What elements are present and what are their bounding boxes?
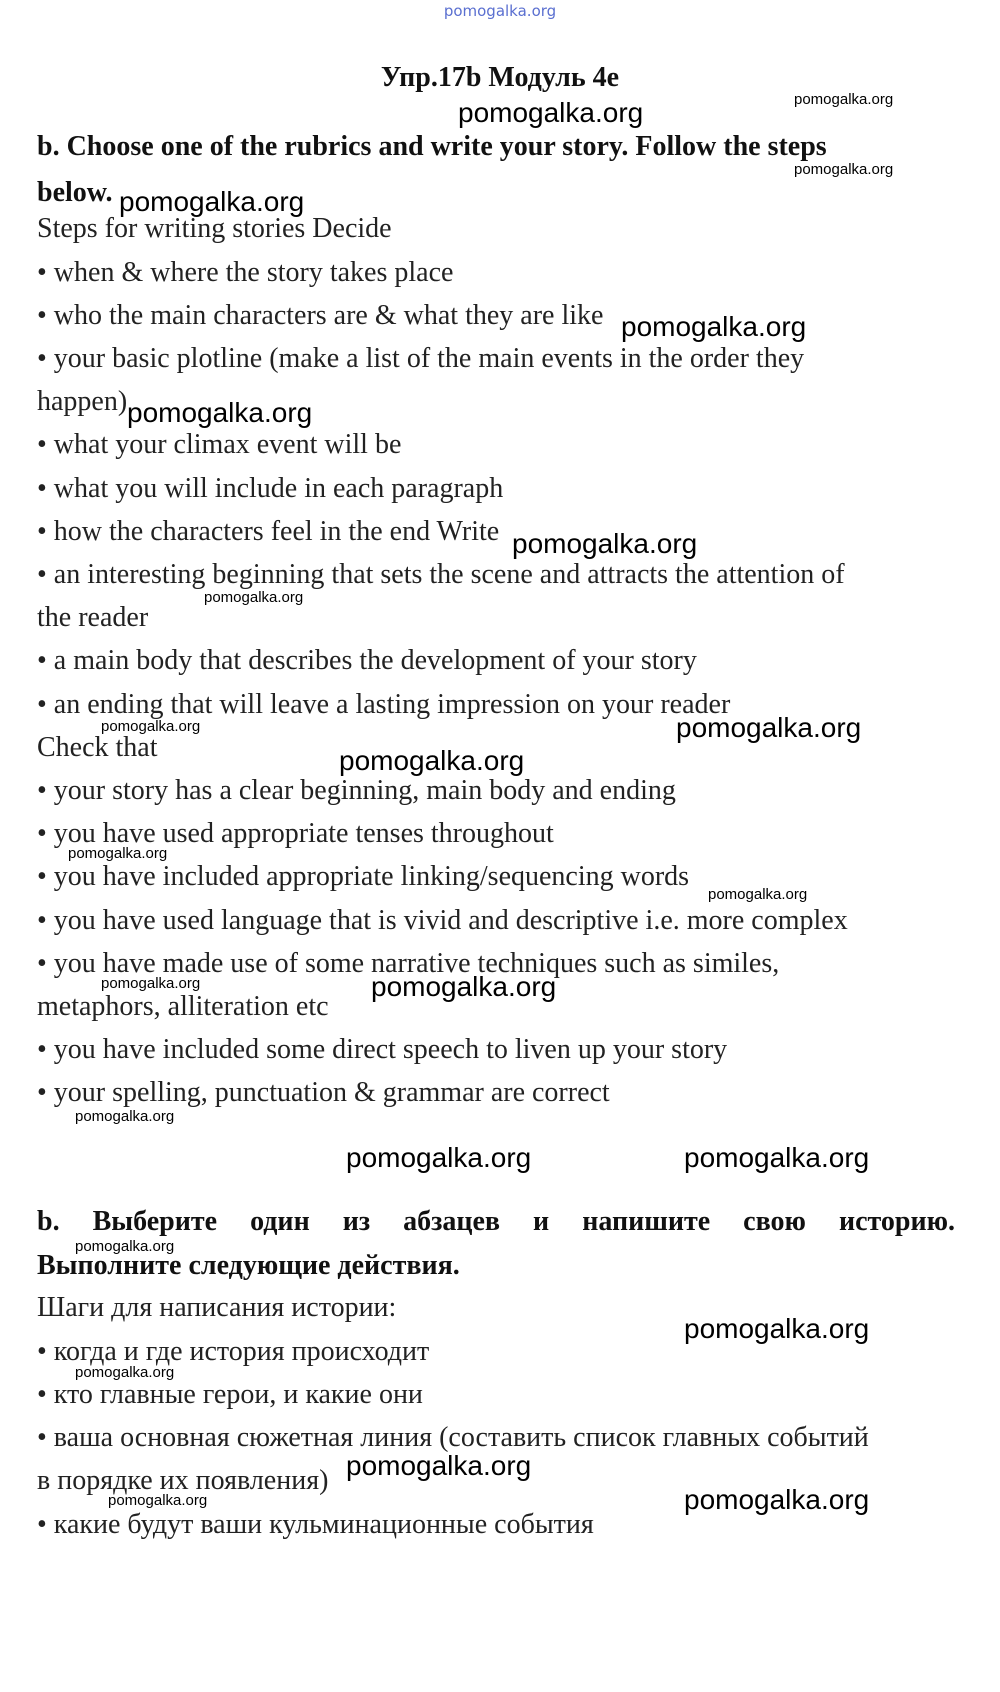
watermark: pomogalka.org: [794, 161, 894, 178]
watermark: pomogalka.org: [621, 311, 807, 342]
text-line: Check that: [37, 732, 158, 763]
text-line: Шаги для написания истории:: [37, 1292, 397, 1323]
watermark: pomogalka.org: [708, 886, 808, 903]
watermark: pomogalka.org: [676, 712, 862, 743]
russian-task-heading: [37, 1200, 955, 1288]
watermark: pomogalka.org: [204, 589, 304, 606]
watermark: pomogalka.org: [512, 528, 698, 559]
list-item: • you have included some direct speech to liven up your story: [37, 1034, 728, 1065]
watermark: pomogalka.org: [371, 971, 557, 1002]
watermark: pomogalka.org: [75, 1238, 175, 1255]
page-title: Упр.17b Модуль 4e: [380, 62, 620, 93]
watermark: pomogalka.org: [75, 1108, 175, 1125]
watermark: pomogalka.org: [108, 1492, 208, 1509]
list-item: • you have used appropriate tenses throughout: [37, 818, 554, 849]
list-item: • какие будут ваши кульминационные события: [37, 1509, 594, 1540]
list-item: • кто главные герои, и какие они: [37, 1379, 423, 1410]
russian-task-line1: b. Выберите один из абзацев и напишите свою историю.: [37, 1206, 955, 1237]
list-item: • an ending that will leave a lasting impression on your reader: [37, 689, 731, 720]
watermark: pomogalka.org: [101, 718, 201, 735]
text-line: the reader: [37, 602, 149, 633]
list-item: • how the characters feel in the end Write: [37, 516, 500, 547]
list-item: • when & where the story takes place: [37, 257, 454, 288]
list-item: • you have included appropriate linking/sequencing words: [37, 861, 690, 892]
watermark: pomogalka.org: [119, 186, 305, 217]
list-item: • you have made use of some narrative techniques such as similes,: [37, 948, 780, 979]
list-item: • a main body that describes the development of your story: [37, 645, 697, 676]
watermark: pomogalka.org: [684, 1484, 870, 1515]
list-item: • what you will include in each paragraph: [37, 473, 504, 504]
list-item: • an interesting beginning that sets the scene and attracts the attention of: [37, 559, 845, 590]
list-item: • your basic plotline (make a list of the main events in the order they: [37, 343, 805, 374]
list-item: • когда и где история происходит: [37, 1336, 430, 1367]
text-line: happen): [37, 386, 128, 417]
russian-task-line2: Выполните следующие действия.: [37, 1250, 460, 1281]
watermark: pomogalka.org: [127, 397, 313, 428]
list-item: • what your climax event will be: [37, 429, 402, 460]
text-line: в порядке их появления): [37, 1465, 329, 1496]
list-item: • who the main characters are & what they are like: [37, 300, 604, 331]
text-line: metaphors, alliteration etc: [37, 991, 329, 1022]
watermark: pomogalka.org: [339, 745, 525, 776]
watermark: pomogalka.org: [68, 845, 168, 862]
list-item: • your story has a clear beginning, main body and ending: [37, 775, 676, 806]
text-line: Steps for writing stories Decide: [37, 213, 392, 244]
english-task-line2: below.: [37, 177, 113, 208]
top-watermark: pomogalka.org: [443, 2, 557, 20]
watermark: pomogalka.org: [75, 1364, 175, 1381]
watermark: pomogalka.org: [101, 975, 201, 992]
list-item: • ваша основная сюжетная линия (составить список главных событий: [37, 1422, 869, 1453]
english-task-line1: b. Choose one of the rubrics and write your story. Follow the steps: [37, 131, 827, 162]
list-item: • your spelling, punctuation & grammar are correct: [37, 1077, 610, 1108]
watermark: pomogalka.org: [684, 1313, 870, 1344]
watermark: pomogalka.org: [794, 91, 894, 108]
watermark: pomogalka.org: [346, 1450, 532, 1481]
watermark: pomogalka.org: [684, 1142, 870, 1173]
list-item: • you have used language that is vivid and descriptive i.e. more complex: [37, 905, 848, 936]
watermark: pomogalka.org: [346, 1142, 532, 1173]
watermark: pomogalka.org: [458, 97, 644, 128]
